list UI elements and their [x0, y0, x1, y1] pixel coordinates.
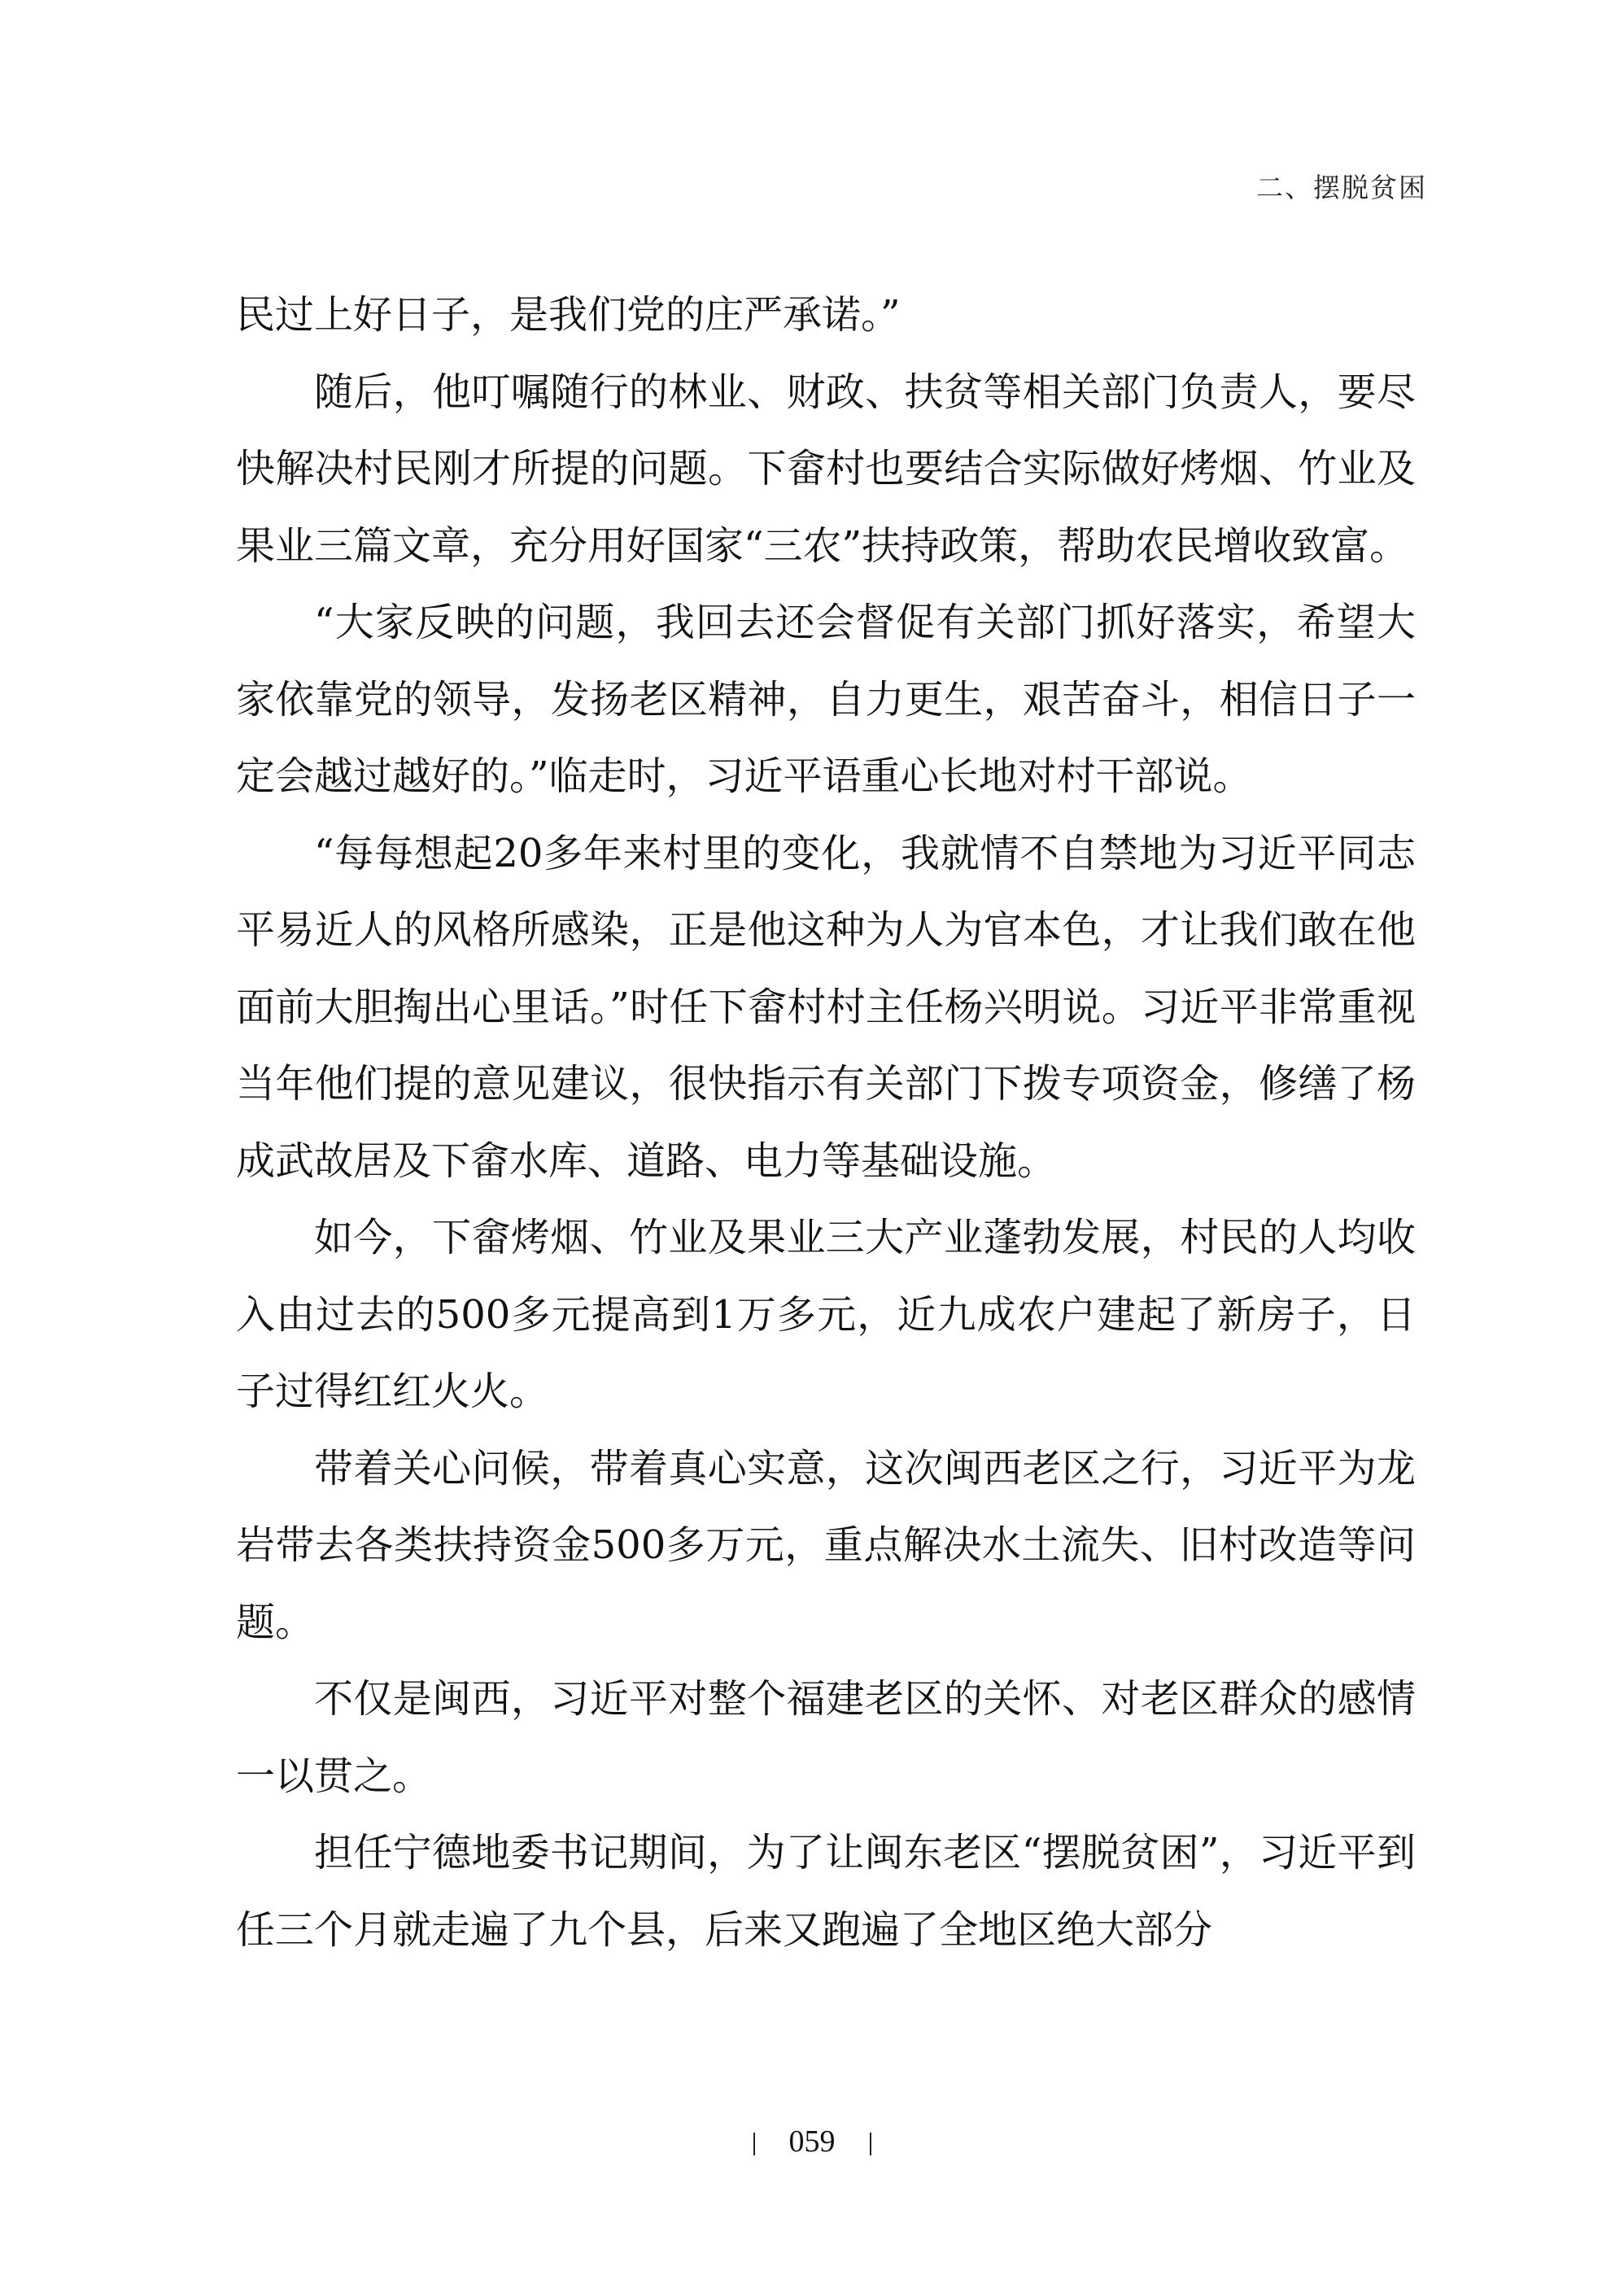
- paragraph-5: 如今，下畲烤烟、竹业及果业三大产业蓬勃发展，村民的人均收入由过去的500多元提高到1万多元，近九成农户建起了新房子，日子过得红红火火。: [236, 1215, 1416, 1414]
- page-number-footer: [0, 2124, 1624, 2159]
- page-number-left-bar: [753, 2133, 755, 2155]
- paragraph-2: 随后，他叮嘱随行的林业、财政、扶贫等相关部门负责人，要尽快解决村民刚才所提的问题。下畲村也要结合实际做好烤烟、竹业及果业三篇文章，充分用好国家“三农”扶持政策，帮助农民增收致富。: [236, 369, 1416, 569]
- paragraph-3: “大家反映的问题，我回去还会督促有关部门抓好落实，希望大家依靠党的领导，发扬老区精神，自力更生，艰苦奋斗，相信日子一定会越过越好的。”临走时，习近平语重心长地对村干部说。: [236, 600, 1416, 799]
- running-header: 二、摆脱贫困: [1256, 172, 1427, 203]
- paragraph-8: 担任宁德地委书记期间，为了让闽东老区“摆脱贫困”，习近平到任三个月就走遍了九个县，后来又跑遍了全地区绝大部分: [236, 1830, 1416, 1953]
- paragraph-7: 不仅是闽西，习近平对整个福建老区的关怀、对老区群众的感情一以贯之。: [236, 1676, 1416, 1799]
- paragraph-6: 带着关心问候，带着真心实意，这次闽西老区之行，习近平为龙岩带去各类扶持资金500多万元，重点解决水土流失、旧村改造等问题。: [236, 1445, 1416, 1645]
- page-number: 059: [788, 2124, 836, 2159]
- page-number-right-bar: [870, 2133, 871, 2155]
- paragraph-1: 民过上好日子，是我们党的庄严承诺。”: [236, 292, 901, 338]
- paragraph-4: “每每想起20多年来村里的变化，我就情不自禁地为习近平同志平易近人的风格所感染，正是他这种为人为官本色，才让我们敢在他面前大胆掏出心里话。”时任下畲村村主任杨兴明说。习近平非常重视当年他们提的意见建议，很快指示有关部门下拨专项资金，修缮了杨成武故居及下畲水库、道路、电力等基础设施。: [236, 830, 1416, 1184]
- body-text: [236, 277, 1416, 1968]
